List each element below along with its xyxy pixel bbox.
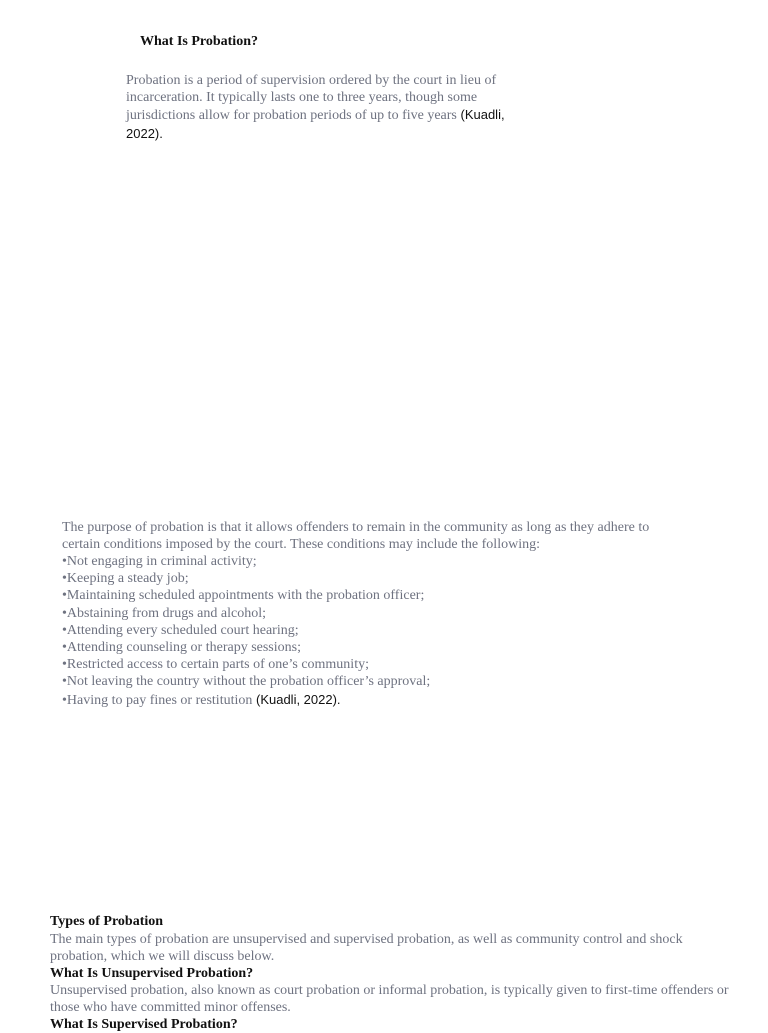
- types-paragraph: The main types of probation are unsupervised and supervised probation, as well as community control and shock probation, which we will discuss below.: [50, 932, 683, 965]
- probation-definition-text: Probation is a period of supervision ordered by the court in lieu of incarceration. It typically lasts one to three years, though some jurisdictions allow for probation periods of up to five years: [126, 73, 497, 124]
- list-item-last: [62, 691, 430, 709]
- list-item: •Keeping a steady job;: [62, 571, 189, 587]
- probation-definition-paragraph: [126, 72, 506, 143]
- list-item-text: •Having to pay fines or restitution: [62, 692, 253, 708]
- list-item: •Maintaining scheduled appointments with the probation officer;: [62, 588, 425, 604]
- list-item: •Not leaving the country without the probation officer’s approval;: [62, 674, 431, 690]
- section-heading-unsupervised-probation: What Is Unsupervised Probation?: [50, 966, 254, 981]
- list-item: •Not engaging in criminal activity;: [62, 554, 257, 569]
- probation-purpose-paragraph: The purpose of probation is that it allows offenders to remain in the community as long as they adhere to certain conditions imposed by the court. These conditions may include the following:: [62, 520, 650, 553]
- section-title-what-is-probation: What Is Probation?: [140, 34, 258, 49]
- section-heading-types-of-probation: Types of Probation: [50, 914, 164, 929]
- citation: (Kuadli, 2022).: [126, 107, 505, 141]
- list-item: •Attending counseling or therapy sessions;: [62, 640, 301, 656]
- list-item: •Abstaining from drugs and alcohol;: [62, 605, 266, 621]
- unsupervised-paragraph: Unsupervised probation, also known as court probation or informal probation, is typically given to first-time offenders or those who have committed minor offenses.: [50, 983, 729, 1016]
- section-heading-supervised-probation: What Is Supervised Probation?: [50, 1017, 238, 1032]
- list-item: •Attending every scheduled court hearing;: [62, 622, 299, 638]
- list-item: •Restricted access to certain parts of one’s community;: [62, 657, 369, 673]
- conditions-list: [62, 553, 430, 709]
- citation: (Kuadli, 2022).: [252, 691, 341, 707]
